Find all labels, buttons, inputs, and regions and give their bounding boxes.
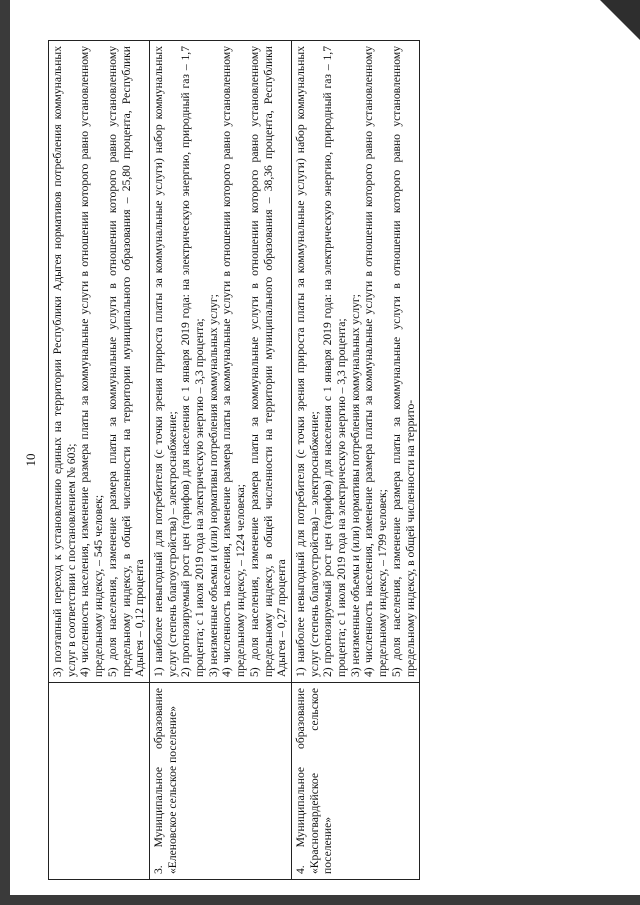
scan-border-bottom xyxy=(0,895,640,905)
conditions-cell xyxy=(49,41,150,683)
condition-item: 3) неизменные объемы и (или) нормативы потребления коммунальных услуг; xyxy=(348,294,362,677)
scan-corner-mark xyxy=(600,0,640,40)
condition-item: 4) численность населения, изменение размера платы за коммунальные услуги в отношении которого равно установленному предельному индексу, – 1224 человека; xyxy=(220,46,248,677)
condition-item: 5) доля населения, изменение размера платы за коммунальные услуги в отношении которого равно установленному предельному индексу, в общей численности на территории муниципального образования – 25,80 процента, Республики Адыгея – 0,12 процента xyxy=(105,46,147,677)
conditions-cell xyxy=(149,41,291,683)
rotated-page-content xyxy=(20,40,600,880)
municipality-name-cell xyxy=(49,683,150,880)
conditions-cell xyxy=(291,41,419,683)
condition-item: 1) наиболее невыгодный для потребителя (с точки зрения прироста платы за коммунальные услуги) набор коммунальных услуг (степень благоустройства) – электроснабжение; xyxy=(293,46,321,677)
condition-item: 4) численность населения, изменение размера платы за коммунальные услуги в отношении которого равно установленному предельному индексу, – 1799 человек; xyxy=(362,46,390,677)
condition-item: 5) доля населения, изменение размера платы за коммунальные услуги в отношении которого равно установленному предельному индексу, в общей численности на террито- xyxy=(389,46,417,677)
condition-item: 2) прогнозируемый рост цен (тарифов) для населения с 1 января 2019 года: на электрическую энергию, природный газ – 1,7 процента; с 1 июля 2019 года на электрическую энергию – 3,3 процента; xyxy=(179,46,207,677)
condition-item: 5) доля населения, изменение размера платы за коммунальные услуги в отношении которого равно установленному предельному индексу, в общей численности на территории муниципального образования – 38,36 процента, Республики Адыгея – 0,27 процента xyxy=(247,46,289,677)
scan-border-left xyxy=(0,0,10,905)
condition-item: 2) прогнозируемый рост цен (тарифов) для населения с 1 января 2019 года: на электрическую энергию, природный газ – 1,7 процента; с 1 июля 2019 года на электрическую энергию – 3,3 процента; xyxy=(321,46,349,677)
condition-item: 1) наиболее невыгодный для потребителя (с точки зрения прироста платы за коммунальные услуги) набор коммунальных услуг (степень благоустройства) – электроснабжение; xyxy=(151,46,179,677)
page-number: 10 xyxy=(23,453,38,467)
municipal-table xyxy=(48,40,420,880)
condition-item: 3) неизменные объемы и (или) нормативы потребления коммунальных услуг; xyxy=(206,294,220,677)
table-row-elenovskoe xyxy=(149,41,291,880)
table-row-continuation xyxy=(49,41,150,880)
municipality-name-cell: 4. Муниципальное образование «Красногвардейское сельское поселение» xyxy=(291,683,419,880)
table-row-krasnogvardeyskoe xyxy=(291,41,419,880)
municipality-name-cell: 3. Муниципальное образование «Еленовское сельское поселение» xyxy=(149,683,291,880)
condition-item: 3) поэтапный переход к установлению единых на территории Республики Адыгея нормативов потребления коммунальных услуг в соответствии с постановлением № 603; xyxy=(51,46,78,677)
condition-item: 4) численность населения, изменение размера платы за коммунальные услуги в отношении которого равно установленному предельному индексу, – 545 человек; xyxy=(78,46,106,677)
